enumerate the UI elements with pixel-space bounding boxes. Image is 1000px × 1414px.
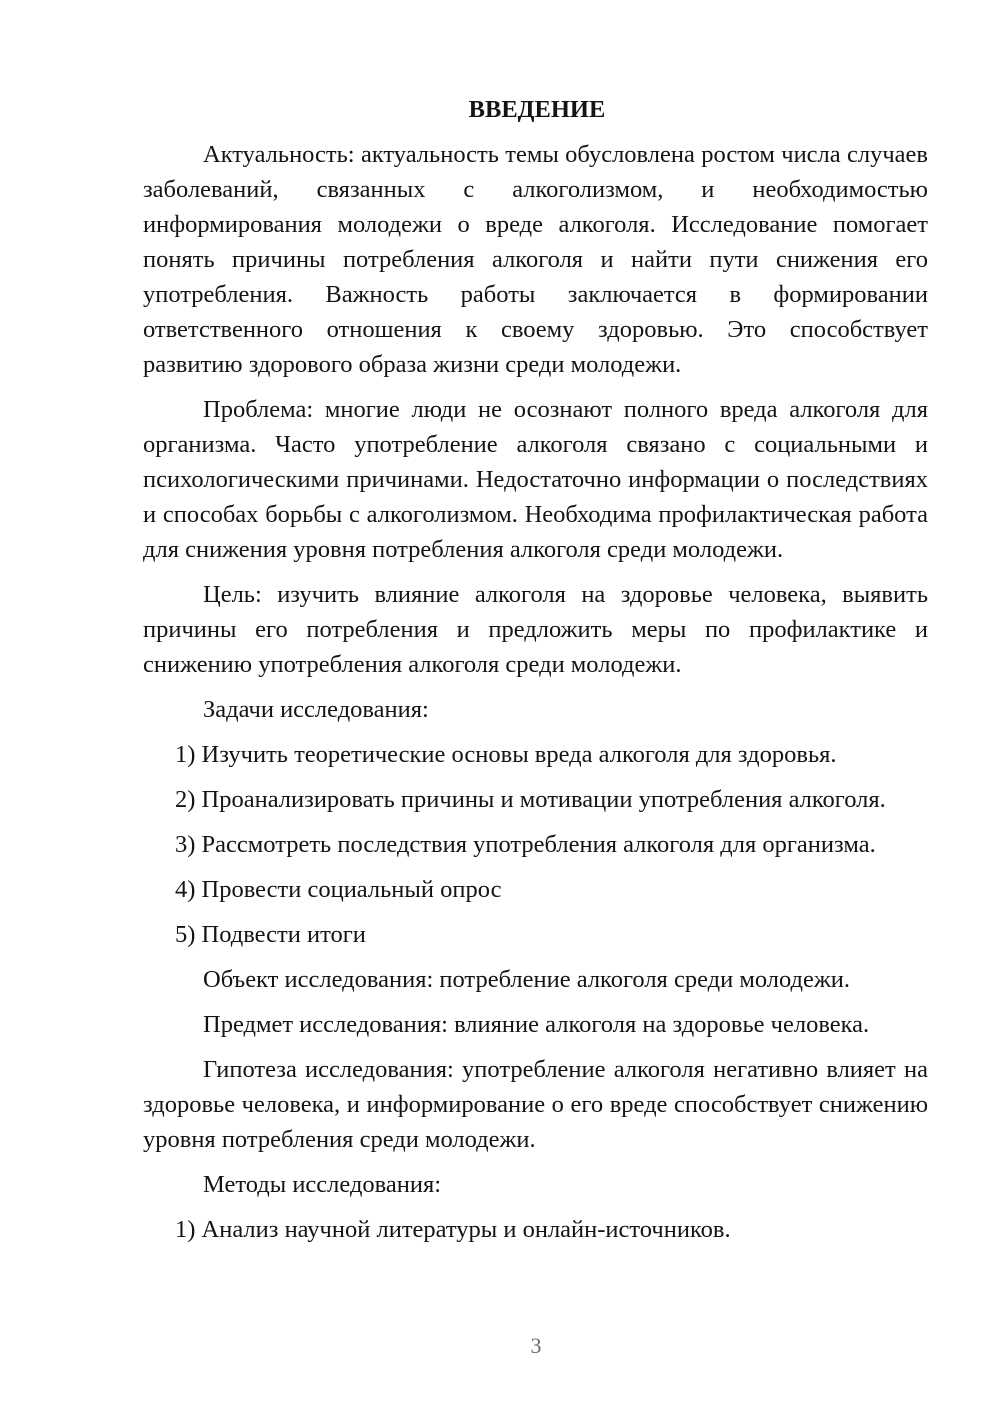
task-item-4: 4) Провести социальный опрос <box>175 876 502 903</box>
page-content <box>143 92 928 1257</box>
problem-paragraph: Проблема: многие люди не осознают полного вреда алкоголя для организма. Часто употребление алкоголя связано с социальными и психологическими причинами. Недостаточно информации о последствиях и способах борьбы с алкоголизмом. Необходима профилактическая работа для снижения уровня потребления алкоголя среди молодежи. <box>143 396 928 563</box>
page-title: ВВЕДЕНИЕ <box>468 96 606 123</box>
task-item-2: 2) Проанализировать причины и мотивации употребления алкоголя. <box>175 786 886 813</box>
task-item-1: 1) Изучить теоретические основы вреда алкоголя для здоровья. <box>175 741 837 768</box>
page-number: 3 <box>530 1333 542 1358</box>
tasks-heading: Задачи исследования: <box>203 696 429 723</box>
methods-heading: Методы исследования: <box>203 1171 442 1198</box>
research-object: Объект исследования: потребление алкоголя среди молодежи. <box>203 966 851 993</box>
task-item-3: 3) Рассмотреть последствия употребления алкоголя для организма. <box>175 831 876 858</box>
task-item-5: 5) Подвести итоги <box>175 921 366 948</box>
goal-paragraph: Цель: изучить влияние алкоголя на здоровье человека, выявить причины его потребления и предложить меры по профилактике и снижению употребления алкоголя среди молодежи. <box>143 581 928 678</box>
hypothesis-paragraph: Гипотеза исследования: употребление алкоголя негативно влияет на здоровье человека, и информирование о его вреде способствует снижению уровня потребления среди молодежи. <box>143 1056 928 1153</box>
research-subject: Предмет исследования: влияние алкоголя на здоровье человека. <box>203 1011 870 1038</box>
relevance-paragraph: Актуальность: актуальность темы обусловлена ростом числа случаев заболеваний, связанных с алкоголизмом, и необходимостью информирования молодежи о вреде алкоголя. Исследование помогает понять причины потребления алкоголя и найти пути снижения его употребления. Важность работы заключается в формировании ответственного отношения к своему здоровью. Это способствует развитию здорового образа жизни среди молодежи. <box>143 141 928 378</box>
method-item-1: 1) Анализ научной литературы и онлайн-источников. <box>175 1216 731 1243</box>
